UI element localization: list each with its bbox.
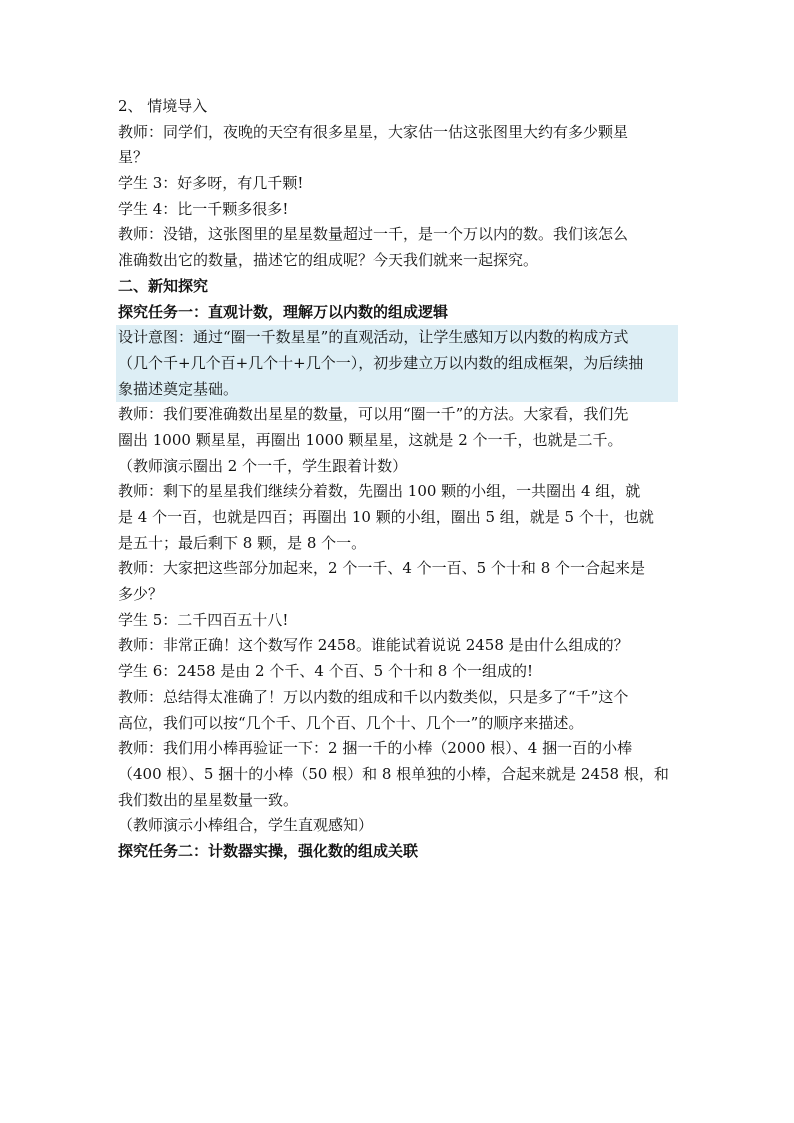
paragraph-line: （400 根）、5 捆十的小棒（50 根）和 8 根单独的小棒，合起来就是 2458 根，和 — [118, 764, 669, 783]
document-page — [118, 94, 678, 865]
paragraph-line: 学生 6：2458 是由 2 个千、4 个百、5 个十和 8 个一组成的! — [118, 662, 534, 681]
paragraph-line: 教师：非常正确！这个数写作 2458。谁能试着说说 2458 是由什么组成的？ — [118, 636, 629, 655]
paragraph-line: 我们数出的星星数量一致。 — [118, 790, 299, 809]
paragraph-line: 教师：总结得太准确了！万以内数的组成和千以内数类似，只是多了“千”这个 — [118, 687, 629, 706]
paragraph-line: 教师：我们要准确数出星星的数量，可以用“圈一千”的方法。大家看，我们先 — [118, 405, 629, 424]
design-intent-line: 象描述奠定基础。 — [116, 377, 678, 403]
task-heading: 探究任务二：计数器实操，强化数的组成关联 — [118, 841, 419, 860]
paragraph-line: 学生 3：好多呀，有几千颗! — [118, 174, 304, 193]
paragraph-line: （教师演示圈出 2 个一千，学生跟着计数） — [118, 456, 408, 475]
paragraph-line: 高位，我们可以按“几个千、几个百、几个十、几个一”的顺序来描述。 — [118, 713, 584, 732]
paragraph-line: 教师：我们用小棒再验证一下：2 捆一千的小棒（2000 根）、4 捆一百的小棒 — [118, 739, 633, 758]
paragraph-line: 准确数出它的数量，描述它的组成呢？今天我们就来一起探究。 — [118, 251, 539, 270]
paragraph-line: 星？ — [118, 148, 149, 167]
section-heading: 2、 情境导入 — [118, 97, 208, 115]
paragraph-line: 学生 5：二千四百五十八! — [118, 610, 289, 629]
paragraph-line: 圈出 1000 颗星星，再圈出 1000 颗星星，这就是 2 个一千，也就是二千。 — [118, 430, 623, 449]
paragraph-line: （教师演示小棒组合，学生直观感知） — [118, 816, 374, 835]
task-heading: 探究任务一：直观计数，理解万以内数的组成逻辑 — [118, 302, 449, 321]
design-intent-line: 设计意图：通过“圈一千数星星”的直观活动，让学生感知万以内数的构成方式 — [116, 325, 678, 351]
paragraph-line: 教师：大家把这些部分加起来，2 个一千、4 个一百、5 个十和 8 个一合起来是 — [118, 559, 646, 578]
paragraph-line: 教师：同学们，夜晚的天空有很多星星，大家估一估这张图里大约有多少颗星 — [118, 122, 629, 141]
paragraph-line: 学生 4：比一千颗多很多! — [118, 199, 289, 218]
section-heading-bold: 二、新知探究 — [118, 276, 209, 295]
design-intent-line: （几个千+几个百+几个十+几个一），初步建立万以内数的组成框架，为后续抽 — [116, 351, 678, 377]
paragraph-line: 多少？ — [118, 585, 164, 604]
paragraph-line: 教师：剩下的星星我们继续分着数，先圈出 100 颗的小组，一共圈出 4 组，就 — [118, 482, 641, 501]
paragraph-line: 是 4 个一百，也就是四百；再圈出 10 颗的小组，圈出 5 组，就是 5 个十，也就 — [118, 508, 654, 526]
paragraph-line: 是五十；最后剩下 8 颗，是 8 个一。 — [118, 533, 367, 552]
paragraph-line: 教师：没错，这张图里的星星数量超过一千，是一个万以内的数。我们该怎么 — [118, 225, 629, 244]
